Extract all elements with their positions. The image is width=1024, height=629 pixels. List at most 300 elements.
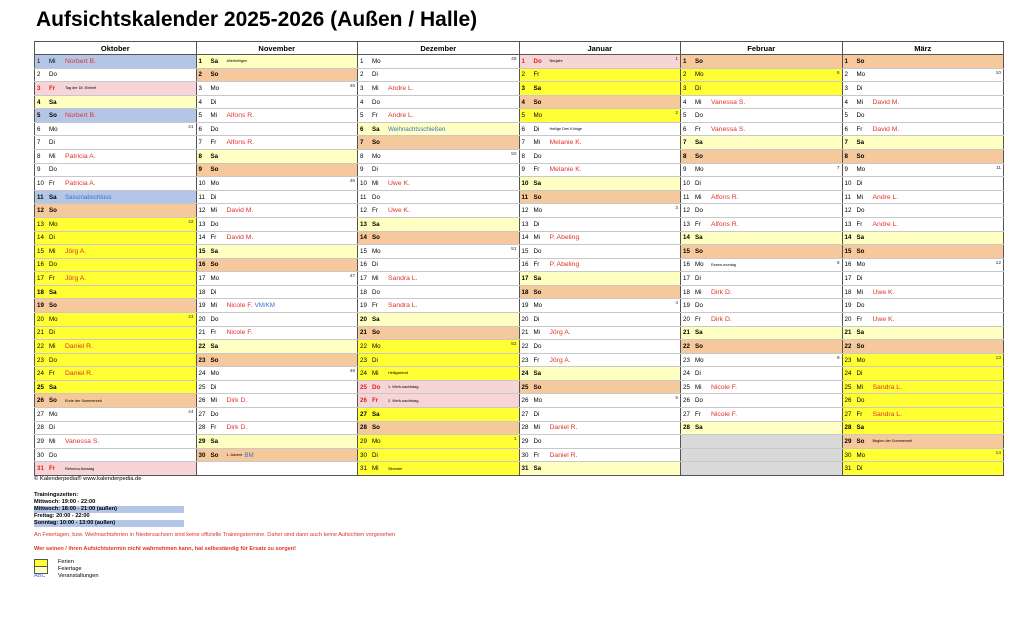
day-cell[interactable] <box>196 285 358 299</box>
weekday: Mi <box>533 424 541 432</box>
weekday: Fr <box>210 329 217 337</box>
day-cell[interactable] <box>681 258 843 272</box>
day-number: 7 <box>360 139 364 147</box>
day-cell[interactable] <box>196 353 358 367</box>
legend-abc-sample: ABC <box>34 573 46 579</box>
day-cell[interactable] <box>35 82 197 96</box>
day-number: 14 <box>521 234 529 242</box>
day-cell[interactable] <box>519 163 681 177</box>
legend-feiertage-label: Feiertage <box>58 566 82 572</box>
day-cell[interactable] <box>842 136 1004 150</box>
day-cell[interactable] <box>681 340 843 354</box>
weekday: Sa <box>533 84 542 92</box>
week-number: 14 <box>995 450 1001 456</box>
day-cell[interactable] <box>35 435 197 449</box>
day-cell[interactable] <box>196 435 358 449</box>
day-cell[interactable] <box>681 353 843 367</box>
day-cell[interactable] <box>196 421 358 435</box>
day-cell[interactable] <box>35 421 197 435</box>
day-cell[interactable] <box>842 55 1004 69</box>
day-cell[interactable] <box>842 231 1004 245</box>
day-number: 3 <box>37 84 41 92</box>
day-cell[interactable] <box>358 421 520 435</box>
day-cell[interactable] <box>842 448 1004 462</box>
day-cell[interactable] <box>519 95 681 109</box>
day-cell[interactable] <box>196 448 358 462</box>
day-cell[interactable] <box>519 245 681 259</box>
weekday: Fr <box>372 302 378 310</box>
day-cell[interactable] <box>842 217 1004 231</box>
day-cell[interactable] <box>196 462 358 476</box>
weekday: Di <box>856 84 863 92</box>
day-cell[interactable] <box>519 312 681 326</box>
day-cell[interactable] <box>35 299 197 313</box>
day-cell[interactable] <box>519 408 681 422</box>
weekday: Mi <box>856 288 864 296</box>
day-cell[interactable] <box>358 55 520 69</box>
day-cell[interactable] <box>681 245 843 259</box>
month-header-3: Januar <box>519 42 681 55</box>
day-cell[interactable] <box>519 285 681 299</box>
day-cell[interactable] <box>358 299 520 313</box>
day-number: 24 <box>37 370 44 378</box>
day-cell[interactable] <box>358 150 520 164</box>
day-cell[interactable] <box>358 326 520 340</box>
day-cell[interactable] <box>519 272 681 286</box>
day-cell[interactable] <box>519 394 681 408</box>
day-cell[interactable] <box>196 272 358 286</box>
day-cell[interactable] <box>842 177 1004 191</box>
weekday: Di <box>856 275 863 283</box>
day-cell[interactable] <box>842 109 1004 123</box>
day-cell[interactable] <box>35 367 197 381</box>
day-cell[interactable] <box>681 217 843 231</box>
day-cell[interactable] <box>35 204 197 218</box>
calendar-row <box>35 95 1004 109</box>
day-cell[interactable] <box>842 272 1004 286</box>
day-cell[interactable] <box>681 204 843 218</box>
day-cell[interactable] <box>681 421 843 435</box>
day-number: 15 <box>37 247 44 255</box>
weekday: Sa <box>372 315 380 323</box>
weekday: Mo <box>856 166 866 174</box>
day-cell[interactable] <box>842 150 1004 164</box>
day-cell[interactable] <box>842 312 1004 326</box>
day-cell[interactable] <box>519 122 681 136</box>
day-cell[interactable] <box>681 272 843 286</box>
week-number: 3 <box>675 206 678 212</box>
supervisor-name: Melanie K. <box>549 139 582 147</box>
day-number: 10 <box>844 179 852 187</box>
day-cell[interactable] <box>196 55 358 69</box>
day-cell[interactable] <box>842 68 1004 82</box>
day-cell[interactable] <box>196 136 358 150</box>
day-cell[interactable] <box>358 448 520 462</box>
day-cell[interactable] <box>681 177 843 191</box>
day-cell[interactable] <box>35 462 197 476</box>
weekday: Mi <box>372 275 379 283</box>
weekday: Do <box>533 437 542 445</box>
weekday: Mo <box>695 261 704 269</box>
day-cell[interactable] <box>842 82 1004 96</box>
holiday-note: Beginn der Sommerzeit <box>872 439 913 444</box>
day-number: 27 <box>683 410 690 418</box>
day-cell[interactable] <box>842 353 1004 367</box>
day-cell[interactable] <box>842 204 1004 218</box>
day-cell[interactable] <box>196 367 358 381</box>
day-cell[interactable] <box>842 299 1004 313</box>
day-number: 27 <box>198 410 206 418</box>
day-number: 5 <box>37 112 41 120</box>
day-cell[interactable] <box>681 312 843 326</box>
day-cell[interactable] <box>196 217 358 231</box>
day-cell[interactable] <box>681 122 843 136</box>
day-cell[interactable] <box>358 408 520 422</box>
day-cell[interactable] <box>35 231 197 245</box>
day-cell[interactable] <box>519 367 681 381</box>
holiday-note: Allerheiligen <box>226 59 248 64</box>
day-cell[interactable] <box>681 285 843 299</box>
day-cell[interactable] <box>35 217 197 231</box>
day-cell[interactable] <box>358 258 520 272</box>
weekday: Mo <box>695 166 704 174</box>
calendar-row <box>35 231 1004 245</box>
weekday: Do <box>533 57 542 65</box>
day-number: 12 <box>37 207 44 215</box>
day-cell[interactable] <box>358 109 520 123</box>
day-cell[interactable] <box>196 408 358 422</box>
day-cell[interactable] <box>196 95 358 109</box>
day-cell[interactable] <box>358 367 520 381</box>
day-cell[interactable] <box>358 163 520 177</box>
day-number: 16 <box>360 261 367 269</box>
calendar-row <box>35 82 1004 96</box>
weekday: Mo <box>533 207 543 215</box>
day-number: 9 <box>521 166 525 174</box>
day-cell[interactable] <box>358 462 520 476</box>
day-number: 4 <box>198 98 202 106</box>
day-cell[interactable] <box>358 217 520 231</box>
day-cell[interactable] <box>519 150 681 164</box>
day-number: 3 <box>844 84 848 92</box>
weekday: So <box>856 342 865 350</box>
day-cell[interactable] <box>842 462 1004 476</box>
day-number: 25 <box>198 383 206 391</box>
day-cell[interactable] <box>196 394 358 408</box>
day-cell[interactable] <box>35 312 197 326</box>
day-cell[interactable] <box>681 326 843 340</box>
day-cell[interactable] <box>519 217 681 231</box>
day-cell[interactable] <box>358 95 520 109</box>
supervisor-name: Melanie K. <box>549 166 582 174</box>
weekday: Fr <box>49 275 55 283</box>
day-number: 15 <box>844 247 852 255</box>
day-cell[interactable] <box>681 394 843 408</box>
supervisor-name: Nicole F. <box>711 410 738 418</box>
day-cell[interactable] <box>358 353 520 367</box>
day-cell[interactable] <box>196 68 358 82</box>
weekday: Sa <box>210 57 219 65</box>
day-cell[interactable] <box>519 462 681 476</box>
weekday: Di <box>210 193 217 201</box>
day-number: 5 <box>844 112 848 120</box>
day-cell[interactable] <box>196 82 358 96</box>
weekday: Fr <box>533 71 540 79</box>
weekday: Fr <box>372 397 379 405</box>
weekday: Sa <box>533 275 542 283</box>
day-cell[interactable] <box>358 394 520 408</box>
supervisor-name: Alfons R. <box>226 139 255 147</box>
day-number: 28 <box>844 424 852 432</box>
day-cell[interactable] <box>519 177 681 191</box>
day-cell[interactable] <box>681 435 843 449</box>
day-cell[interactable] <box>35 163 197 177</box>
weekday: So <box>210 166 219 174</box>
day-cell[interactable] <box>519 136 681 150</box>
weekday: Fr <box>372 112 378 120</box>
day-cell[interactable] <box>196 312 358 326</box>
day-cell[interactable] <box>842 340 1004 354</box>
day-cell[interactable] <box>681 190 843 204</box>
day-number: 30 <box>844 451 852 459</box>
day-cell[interactable] <box>35 109 197 123</box>
day-cell[interactable] <box>842 380 1004 394</box>
day-cell[interactable] <box>358 204 520 218</box>
day-cell[interactable] <box>681 448 843 462</box>
day-number: 7 <box>683 139 687 147</box>
day-cell[interactable] <box>681 367 843 381</box>
day-cell[interactable] <box>196 258 358 272</box>
supervisor-name: Norbert B. <box>65 112 96 120</box>
day-number: 4 <box>37 98 41 106</box>
weekday: Mi <box>210 302 218 310</box>
day-cell[interactable] <box>35 122 197 136</box>
day-cell[interactable] <box>35 326 197 340</box>
day-cell[interactable] <box>358 435 520 449</box>
day-cell[interactable] <box>519 55 681 69</box>
day-cell[interactable] <box>519 231 681 245</box>
week-number: 48 <box>349 369 355 375</box>
day-number: 20 <box>683 315 690 323</box>
weekday: Di <box>372 166 378 174</box>
day-number: 2 <box>198 71 202 79</box>
day-cell[interactable] <box>35 285 197 299</box>
day-number: 1 <box>521 57 525 65</box>
day-number: 1 <box>198 57 202 65</box>
day-number: 8 <box>360 152 364 160</box>
supervisor-name: Daniel R. <box>549 424 578 432</box>
calendar-row <box>35 190 1004 204</box>
supervisor-name: Andre L. <box>872 220 899 228</box>
calendar-row <box>35 258 1004 272</box>
day-cell[interactable] <box>358 272 520 286</box>
day-cell[interactable] <box>842 394 1004 408</box>
day-cell[interactable] <box>519 435 681 449</box>
day-cell[interactable] <box>196 177 358 191</box>
day-number: 5 <box>360 112 364 120</box>
day-cell[interactable] <box>842 408 1004 422</box>
weekday: Sa <box>49 193 57 201</box>
day-cell[interactable] <box>519 421 681 435</box>
day-cell[interactable] <box>681 299 843 313</box>
day-cell[interactable] <box>35 448 197 462</box>
day-cell[interactable] <box>842 245 1004 259</box>
day-number: 16 <box>521 261 529 269</box>
day-cell[interactable] <box>681 82 843 96</box>
weekday: Di <box>210 288 217 296</box>
supervisor-name: Sandra L. <box>388 275 418 283</box>
day-cell[interactable] <box>519 82 681 96</box>
day-number: 7 <box>844 139 848 147</box>
day-cell[interactable] <box>681 136 843 150</box>
day-cell[interactable] <box>681 95 843 109</box>
day-cell[interactable] <box>519 448 681 462</box>
weekday: Sa <box>695 424 703 432</box>
day-cell[interactable] <box>35 68 197 82</box>
day-cell[interactable] <box>519 326 681 340</box>
weekday: Do <box>49 71 57 79</box>
supervisor-name: Andre L. <box>388 112 414 120</box>
weekday: Mo <box>695 71 704 79</box>
day-cell[interactable] <box>196 163 358 177</box>
day-cell[interactable] <box>196 340 358 354</box>
supervisor-name: Uwe K. <box>388 179 410 187</box>
day-cell[interactable] <box>35 353 197 367</box>
credit-text: © Kalenderpedia® www.kalenderpedia.de <box>34 476 142 482</box>
day-cell[interactable] <box>842 95 1004 109</box>
day-cell[interactable] <box>35 394 197 408</box>
day-number: 19 <box>360 302 367 310</box>
day-cell[interactable] <box>196 190 358 204</box>
day-cell[interactable] <box>196 122 358 136</box>
day-cell[interactable] <box>358 136 520 150</box>
day-number: 24 <box>360 370 367 378</box>
day-cell[interactable] <box>35 55 197 69</box>
day-number: 6 <box>844 125 848 133</box>
day-cell[interactable] <box>35 190 197 204</box>
supervisor-name: Dirk D. <box>226 397 248 405</box>
day-cell[interactable] <box>196 109 358 123</box>
weekday: Sa <box>533 370 542 378</box>
calendar-row <box>35 394 1004 408</box>
day-cell[interactable] <box>681 408 843 422</box>
day-cell[interactable] <box>35 177 197 191</box>
day-cell[interactable] <box>681 150 843 164</box>
weekday: Fr <box>533 166 540 174</box>
day-cell[interactable] <box>519 380 681 394</box>
day-cell[interactable] <box>196 326 358 340</box>
day-cell[interactable] <box>358 231 520 245</box>
day-cell[interactable] <box>519 68 681 82</box>
supervisor-name: Vanessa S. <box>65 437 100 445</box>
day-cell[interactable] <box>681 380 843 394</box>
weekday: Do <box>210 220 219 228</box>
day-cell[interactable] <box>35 340 197 354</box>
day-cell[interactable] <box>35 408 197 422</box>
day-number: 2 <box>844 71 848 79</box>
day-number: 12 <box>683 207 690 215</box>
day-cell[interactable] <box>196 245 358 259</box>
weekday: Fr <box>533 451 540 459</box>
day-cell[interactable] <box>35 245 197 259</box>
weekday: Fr <box>533 356 540 364</box>
day-cell[interactable] <box>842 326 1004 340</box>
week-number: 50 <box>511 152 517 158</box>
day-cell[interactable] <box>842 435 1004 449</box>
legend-veranstaltungen-label: Veranstaltungen <box>58 573 99 579</box>
day-cell[interactable] <box>681 163 843 177</box>
day-cell[interactable] <box>358 380 520 394</box>
day-number: 30 <box>37 451 44 459</box>
day-cell[interactable] <box>358 190 520 204</box>
day-cell[interactable] <box>35 272 197 286</box>
day-cell[interactable] <box>519 204 681 218</box>
day-cell[interactable] <box>519 353 681 367</box>
day-cell[interactable] <box>519 190 681 204</box>
day-number: 21 <box>521 329 529 337</box>
day-cell[interactable] <box>35 136 197 150</box>
day-cell[interactable] <box>519 340 681 354</box>
day-number: 10 <box>521 179 529 187</box>
day-number: 9 <box>683 166 687 174</box>
day-cell[interactable] <box>35 150 197 164</box>
day-cell[interactable] <box>519 299 681 313</box>
weekday: Sa <box>856 139 865 147</box>
day-cell[interactable] <box>358 177 520 191</box>
day-number: 22 <box>360 342 367 350</box>
day-cell[interactable] <box>358 122 520 136</box>
supervisor-name: Norbert B. <box>65 57 96 65</box>
weekday: So <box>695 247 703 255</box>
day-cell[interactable] <box>196 380 358 394</box>
day-cell[interactable] <box>358 312 520 326</box>
day-cell[interactable] <box>196 204 358 218</box>
day-cell[interactable] <box>842 122 1004 136</box>
day-cell[interactable] <box>196 299 358 313</box>
day-cell[interactable] <box>35 380 197 394</box>
day-cell[interactable] <box>681 68 843 82</box>
day-cell[interactable] <box>358 82 520 96</box>
day-cell[interactable] <box>842 285 1004 299</box>
day-cell[interactable] <box>519 109 681 123</box>
weekday: Sa <box>372 220 380 228</box>
day-cell[interactable] <box>842 190 1004 204</box>
day-cell[interactable] <box>681 462 843 476</box>
day-cell[interactable] <box>358 245 520 259</box>
day-number: 21 <box>37 329 44 337</box>
day-cell[interactable] <box>842 258 1004 272</box>
day-cell[interactable] <box>842 163 1004 177</box>
day-cell[interactable] <box>196 231 358 245</box>
day-cell[interactable] <box>842 367 1004 381</box>
day-cell[interactable] <box>358 340 520 354</box>
day-cell[interactable] <box>35 95 197 109</box>
week-number: 1 <box>675 57 678 62</box>
day-cell[interactable] <box>681 231 843 245</box>
day-cell[interactable] <box>35 258 197 272</box>
month-header-0: Oktober <box>35 42 197 55</box>
weekday: Mi <box>695 193 702 201</box>
day-cell[interactable] <box>681 55 843 69</box>
week-number: 9 <box>836 355 840 361</box>
supervisor-name: Daniel R. <box>65 370 93 378</box>
day-cell[interactable] <box>358 68 520 82</box>
day-cell[interactable] <box>358 285 520 299</box>
day-cell[interactable] <box>519 258 681 272</box>
day-cell[interactable] <box>842 421 1004 435</box>
day-cell[interactable] <box>196 150 358 164</box>
day-cell[interactable] <box>681 109 843 123</box>
